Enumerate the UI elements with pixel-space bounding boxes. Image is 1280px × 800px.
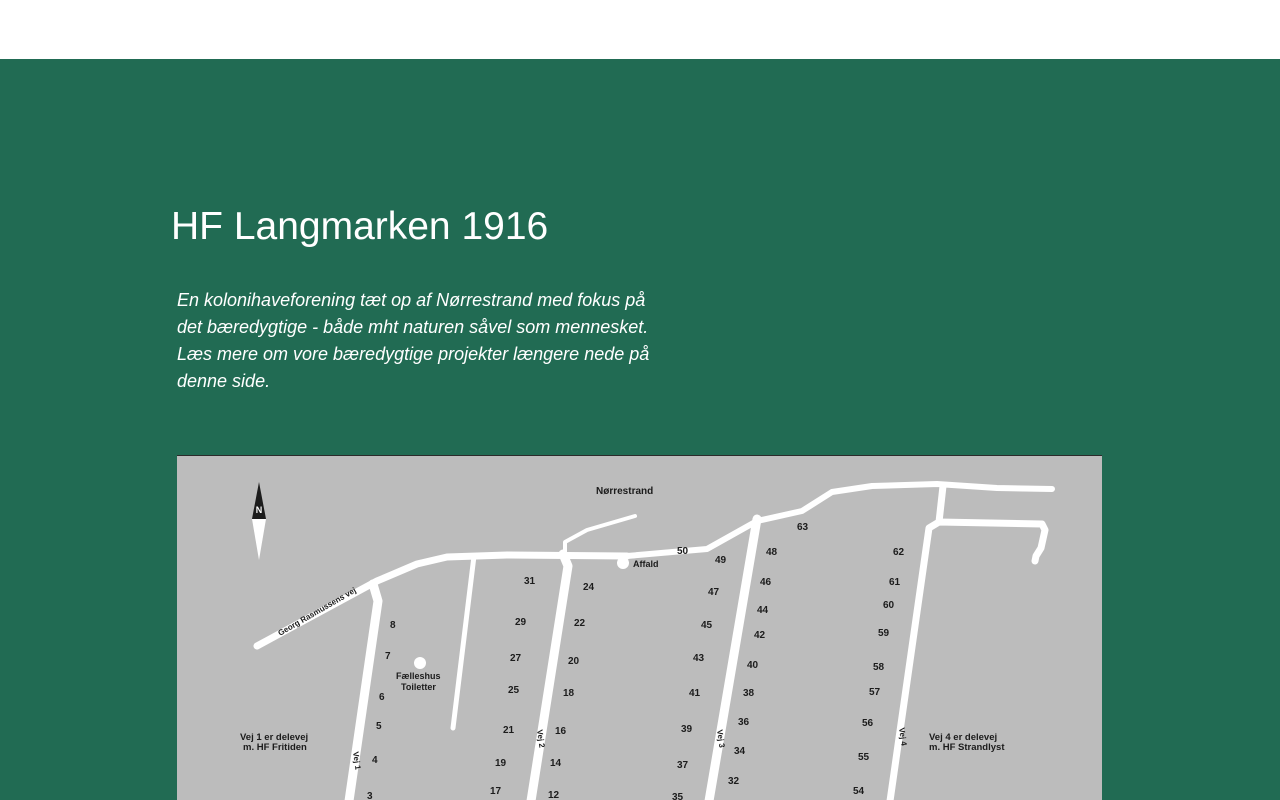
plot-number: 40 [747, 660, 759, 671]
plot-number: 34 [734, 746, 746, 757]
plot-number: 31 [524, 576, 536, 587]
plot-number: 32 [728, 776, 740, 787]
plot-number: 22 [574, 618, 586, 629]
plot-number: 55 [858, 752, 870, 763]
plot-number: 44 [757, 605, 769, 616]
north-label: N [255, 505, 263, 515]
page-title: HF Langmarken 1916 [171, 205, 549, 248]
plot-number: 43 [693, 653, 705, 664]
plot-number: 59 [878, 628, 890, 639]
plot-number: 37 [677, 760, 689, 771]
plot-number: 5 [376, 721, 382, 732]
label-norrestrand: Nørrestrand [596, 486, 654, 497]
plot-number: 17 [490, 786, 502, 797]
plot-number: 47 [708, 587, 720, 598]
plot-number: 61 [889, 577, 901, 588]
plot-number: 45 [701, 620, 713, 631]
plot-number: 14 [550, 758, 562, 769]
allotment-map [177, 455, 1102, 800]
plot-number: 46 [760, 577, 772, 588]
plot-number: 12 [548, 790, 560, 800]
plot-number: 3 [367, 791, 373, 800]
north-arrow-icon [252, 482, 266, 560]
plot-number: 7 [385, 651, 391, 662]
label-vej4-note-line2: m. HF Strandlyst [929, 742, 1005, 753]
map-canvas [177, 456, 1102, 800]
plot-number: 27 [510, 653, 522, 664]
plot-number: 36 [738, 717, 750, 728]
plot-number: 58 [873, 662, 885, 673]
label-vej4-note-line1: Vej 4 er delevej [929, 732, 998, 743]
plot-number: 18 [563, 688, 575, 699]
plot-number: 57 [869, 687, 881, 698]
plot-number: 54 [853, 786, 865, 797]
label-toiletter: Toiletter [401, 682, 436, 692]
plot-number: 48 [766, 547, 778, 558]
plot-number: 29 [515, 617, 527, 628]
label-vej-4: Vej 4 [897, 727, 909, 747]
plot-number: 49 [715, 555, 727, 566]
plot-number: 56 [862, 718, 874, 729]
intro-text: En kolonihaveforening tæt op af Nørrestrand med fokus på det bæredygtige - både mht naturen såvel som mennesket. Læs mere om vore bæredygtige projekter længere nede på denne side. [177, 290, 650, 391]
affald-marker-icon [617, 557, 629, 569]
plot-number: 8 [390, 620, 396, 631]
label-vej-1: Vej 1 [351, 751, 363, 771]
label-georg-rasmussens-vej: Georg Rasmussens vej [276, 585, 358, 638]
plot-number: 38 [743, 688, 755, 699]
label-vej1-note-line2: m. HF Fritiden [243, 742, 307, 753]
label-faelleshus: Fælleshus [396, 671, 441, 681]
road-side-lane [453, 556, 474, 728]
plot-number: 25 [508, 685, 520, 696]
faelleshus-marker-icon [414, 657, 426, 669]
plot-number: 39 [681, 724, 693, 735]
plot-number: 42 [754, 630, 766, 641]
road-branch [565, 516, 635, 556]
label-affald: Affald [633, 559, 659, 569]
plot-number: 24 [583, 582, 595, 593]
plot-number: 20 [568, 656, 580, 667]
plot-number: 63 [797, 522, 809, 533]
plot-number: 41 [689, 688, 701, 699]
label-vej-3: Vej 3 [715, 729, 727, 749]
hero-section [0, 59, 1280, 800]
plot-number: 60 [883, 600, 895, 611]
plot-number: 50 [677, 546, 689, 557]
plot-number: 19 [495, 758, 507, 769]
top-bar [0, 0, 1280, 59]
label-vej1-note-line1: Vej 1 er delevej [240, 732, 309, 743]
plot-number: 62 [893, 547, 905, 558]
plot-number: 21 [503, 725, 515, 736]
plot-number: 16 [555, 726, 567, 737]
plot-number: 4 [372, 755, 378, 766]
plot-number: 6 [379, 692, 385, 703]
plot-number: 35 [672, 792, 684, 800]
label-vej-2: Vej 2 [535, 729, 547, 749]
